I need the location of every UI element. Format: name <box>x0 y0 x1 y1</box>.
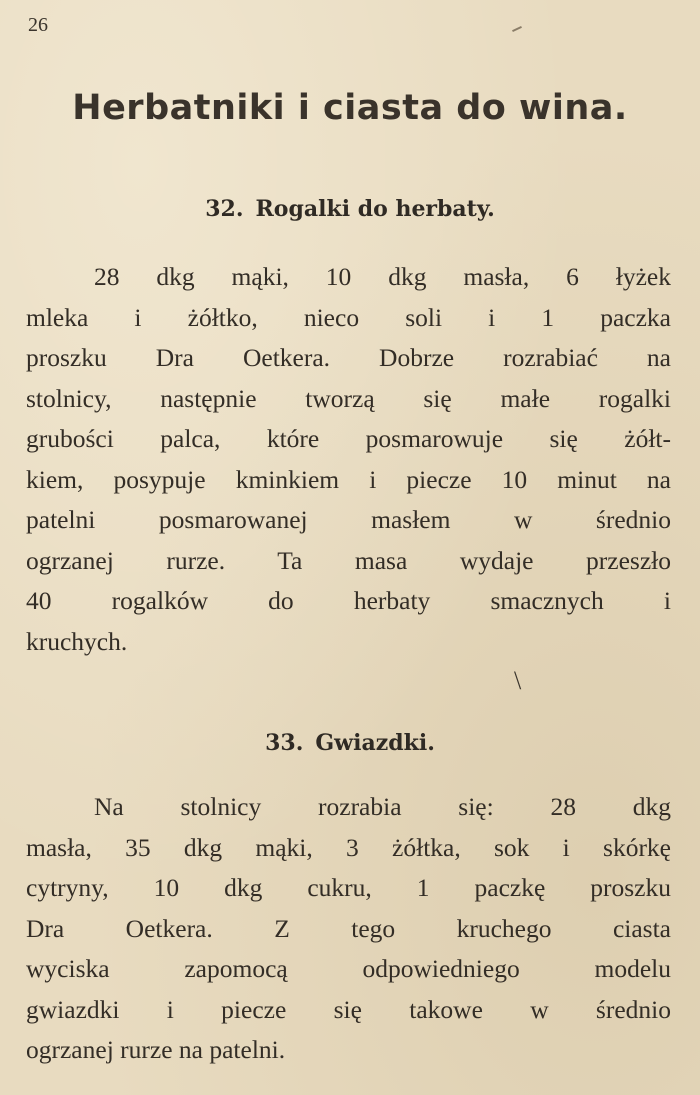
text-line: ogrzanej rurze na patelni. <box>26 1035 286 1064</box>
text-line: kiem, posypuje kminkiem i piecze 10 minut na <box>26 464 671 494</box>
text-line: cytryny, 10 dkg cukru, 1 paczkę proszku <box>26 873 671 902</box>
recipe-number: 33. <box>265 730 304 756</box>
text-line: masła, 35 dkg mąki, 3 żółtka, sok i skórkę <box>26 832 671 862</box>
recipe-body <box>26 787 671 1071</box>
recipe-title <box>0 196 700 222</box>
recipe-number: 32. <box>205 196 244 222</box>
text-line: 28 dkg mąki, 10 dkg masła, 6 łyżek <box>94 262 671 291</box>
stray-mark: \ <box>514 666 522 695</box>
text-line: patelni posmarowanej masłem w średnio <box>26 505 671 534</box>
page-number: 26 <box>28 14 48 36</box>
text-line: kruchych. <box>26 626 128 656</box>
text-line: stolnicy, następnie tworzą się małe rogalki <box>26 383 671 413</box>
recipe-name: Rogalki do herbaty. <box>255 196 495 222</box>
text-line: mleka i żółtko, nieco soli i 1 paczka <box>26 302 671 332</box>
paper-speck <box>512 26 522 32</box>
text-line: grubości palca, które posmarowuje się żółt- <box>26 424 671 453</box>
recipe-body <box>26 257 671 662</box>
text-line: Dra Oetkera. Z tego kruchego ciasta <box>26 913 671 943</box>
text-line: ogrzanej rurze. Ta masa wydaje przeszło <box>26 545 671 575</box>
recipe-title <box>0 730 700 756</box>
text-line: 40 rogalków do herbaty smacznych i <box>26 586 671 615</box>
recipe-name: Gwiazdki. <box>315 730 435 756</box>
text-line: proszku Dra Oetkera. Dobrze rozrabiać na <box>26 343 671 372</box>
text-line: wyciska zapomocą odpowiedniego modelu <box>26 954 671 983</box>
text-line: Na stolnicy rozrabia się: 28 dkg <box>94 792 671 821</box>
chapter-title: Herbatniki i ciasta do wina. <box>72 88 628 128</box>
text-line: gwiazdki i piecze się takowe w średnio <box>26 994 671 1024</box>
